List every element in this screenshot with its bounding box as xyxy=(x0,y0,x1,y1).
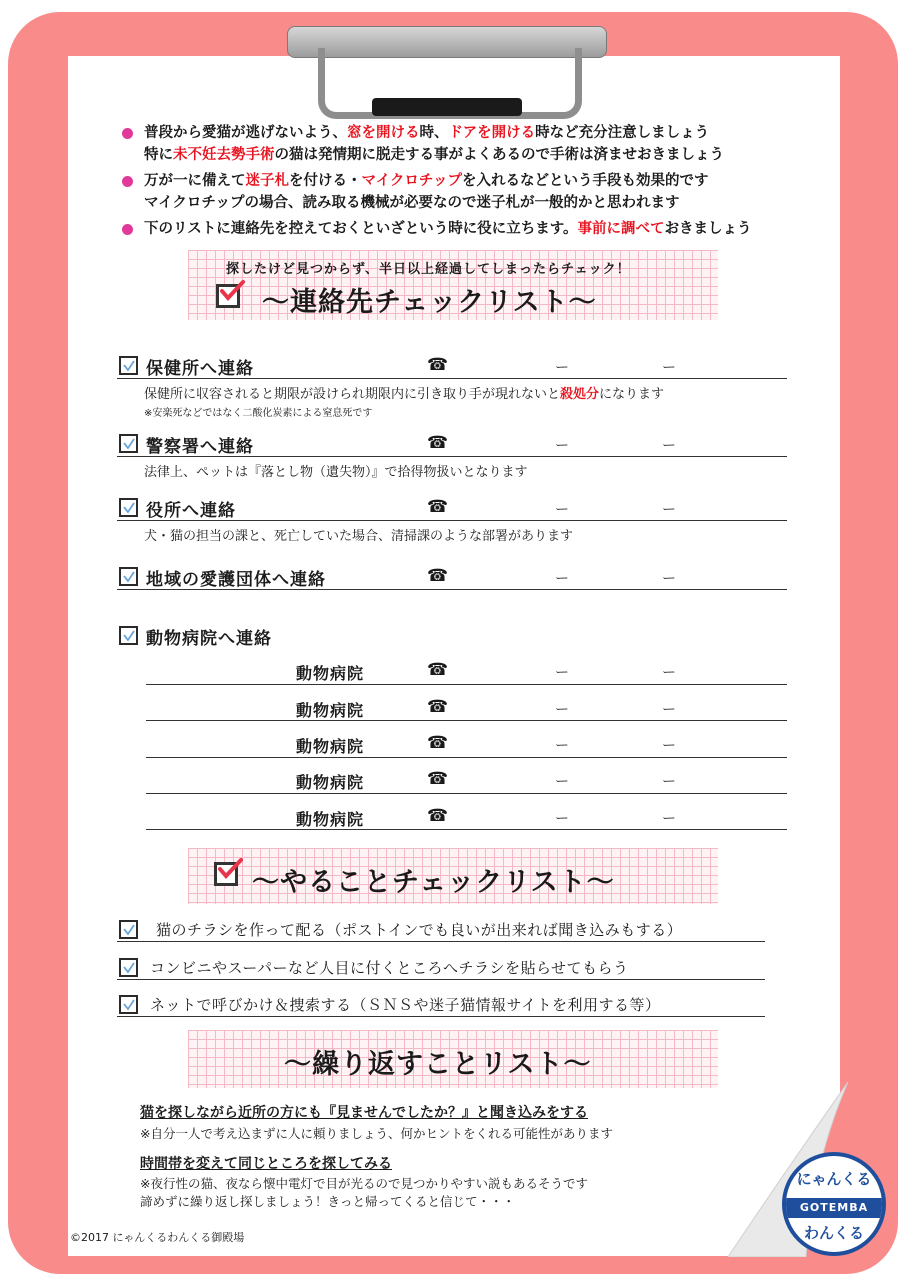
underline xyxy=(146,720,787,721)
vet-row-label: 動物病院 xyxy=(296,810,365,829)
text: 保健所に収容されると期限が設けられ期限内に引き取り手が現れないと xyxy=(144,387,561,402)
dash: ー xyxy=(555,738,569,754)
checkbox-icon[interactable] xyxy=(119,356,138,375)
text: になります xyxy=(599,387,665,402)
vet-row-label: 動物病院 xyxy=(296,737,365,756)
text: 万が一に備えて xyxy=(144,173,246,189)
text: 特に xyxy=(144,147,173,163)
underline xyxy=(146,793,787,794)
underline xyxy=(146,684,787,685)
checkbox-checked-icon xyxy=(216,284,240,308)
checkbox-checked-icon xyxy=(214,862,238,886)
dash: ー xyxy=(555,665,569,681)
clip-grip xyxy=(372,98,522,116)
dash: ー xyxy=(555,811,569,827)
bullet-dot xyxy=(122,224,133,235)
text: の猫は発情期に脱走する事がよくあるので手術は済ませおきましょう xyxy=(274,147,724,163)
phone-icon: ☎ xyxy=(427,769,449,789)
dash: ー xyxy=(662,438,676,454)
dash: ー xyxy=(662,502,676,518)
highlight: マイクロチップ xyxy=(361,173,462,189)
dash: ー xyxy=(555,438,569,454)
phone-icon: ☎ xyxy=(427,497,449,517)
text: 時、 xyxy=(419,125,449,141)
text: 時など充分注意しましょう xyxy=(535,125,710,141)
gotemba-logo xyxy=(782,1152,886,1256)
police-note: 法律上、ペットは『落とし物（遺失物）』で拾得物扱いとなります xyxy=(144,465,528,480)
underline xyxy=(117,520,787,521)
phone-icon: ☎ xyxy=(427,733,449,753)
underline xyxy=(146,829,787,830)
dash: ー xyxy=(662,811,676,827)
repeat-item-title: 時間帯を変えて同じところを探してみる xyxy=(140,1156,392,1172)
highlight: 迷子札 xyxy=(245,173,289,189)
health-center-label: 保健所へ連絡 xyxy=(146,359,254,379)
phone-icon: ☎ xyxy=(427,355,449,375)
bullet-dot xyxy=(122,128,133,139)
police-label: 警察署へ連絡 xyxy=(146,437,254,457)
underline xyxy=(117,378,787,379)
copyright: ©2017 にゃんくるわんくる御殿場 xyxy=(70,1231,245,1244)
dash: ー xyxy=(555,571,569,587)
dash: ー xyxy=(555,774,569,790)
todo-item: ネットで呼びかけ＆捜索する（ＳＮＳや迷子猫情報サイトを利用する等） xyxy=(150,996,661,1014)
health-note xyxy=(144,383,664,402)
logo-band: GOTEMBA xyxy=(786,1198,882,1218)
text: を入れるなどという手段も効果的です xyxy=(461,173,709,189)
logo-text-bottom: わんくる xyxy=(803,1224,864,1242)
bullet-dot xyxy=(122,176,133,187)
text: おきましょう xyxy=(664,221,752,237)
vet-label: 動物病院へ連絡 xyxy=(146,629,272,649)
repeat-item-title: 猫を探しながら近所の方にも『見ませんでしたか？』と聞き込みをする xyxy=(140,1105,588,1121)
dash: ー xyxy=(662,360,676,376)
highlight: ドアを開ける xyxy=(448,125,536,141)
logo-text-top: にゃんくる xyxy=(796,1170,872,1188)
underline xyxy=(146,757,787,758)
checkbox-icon[interactable] xyxy=(119,958,138,977)
vet-row-label: 動物病院 xyxy=(296,701,365,720)
vet-row-label: 動物病院 xyxy=(296,773,365,792)
health-note-2: ※安楽死などではなく二酸化炭素による窒息死です xyxy=(144,408,373,419)
highlight: 窓を開ける xyxy=(347,125,420,141)
repeat-item-note: ※夜行性の猫、夜なら懐中電灯で目が光るので見つかりやすい説もあるそうです xyxy=(140,1176,588,1191)
highlight: 事前に調べて xyxy=(577,221,665,237)
underline xyxy=(117,979,765,980)
todo-list-title: ～やることチェックリスト～ xyxy=(252,867,615,898)
text: 普段から愛猫が逃げないよう、 xyxy=(144,125,347,141)
phone-icon: ☎ xyxy=(427,660,449,680)
repeat-list-title: ～繰り返すことリスト～ xyxy=(284,1049,592,1080)
dash: ー xyxy=(555,702,569,718)
highlight: 未不妊去勢手術 xyxy=(173,147,275,163)
dash: ー xyxy=(662,774,676,790)
dash: ー xyxy=(662,665,676,681)
city-office-label: 役所へ連絡 xyxy=(146,501,236,521)
vet-row-label: 動物病院 xyxy=(296,664,365,683)
underline xyxy=(117,941,765,942)
phone-icon: ☎ xyxy=(427,566,449,586)
phone-icon: ☎ xyxy=(427,697,449,717)
banner-subtitle: 探したけど見つからず、半日以上経過してしまったらチェック！ xyxy=(226,262,631,277)
repeat-item-note: 諦めずに繰り返し探しましょう！きっと帰ってくると信じて・・・ xyxy=(140,1194,516,1209)
phone-icon: ☎ xyxy=(427,433,449,453)
repeat-item-note: ※自分一人で考え込まずに人に頼りましょう、何かヒントをくれる可能性があります xyxy=(140,1126,613,1141)
city-office-note: 犬・猫の担当の課と、死亡していた場合、清掃課のような部署があります xyxy=(144,529,574,544)
checkbox-icon[interactable] xyxy=(119,626,138,645)
text: 下のリストに連絡先を控えておくといざという時に役に立ちます。 xyxy=(144,221,578,237)
dash: ー xyxy=(662,571,676,587)
text: マイクロチップの場合、読み取る機械が必要なので迷子札が一般的かと思われます xyxy=(144,195,680,211)
checkbox-icon[interactable] xyxy=(119,995,138,1014)
contact-list-title: ～連絡先チェックリスト～ xyxy=(262,287,597,318)
dash: ー xyxy=(662,738,676,754)
checkbox-icon[interactable] xyxy=(119,434,138,453)
checkbox-icon[interactable] xyxy=(119,567,138,586)
todo-item: コンビニやスーパーなど人目に付くところへチラシを貼らせてもらう xyxy=(150,959,629,977)
text: を付ける・ xyxy=(289,173,362,189)
checkbox-icon[interactable] xyxy=(119,498,138,517)
dash: ー xyxy=(662,702,676,718)
phone-icon: ☎ xyxy=(427,806,449,826)
dash: ー xyxy=(555,502,569,518)
checkbox-icon[interactable] xyxy=(119,920,138,939)
underline xyxy=(117,456,787,457)
highlight: 殺処分 xyxy=(560,387,600,402)
dash: ー xyxy=(555,360,569,376)
underline xyxy=(117,589,787,590)
todo-item: 猫のチラシを作って配る（ポストインでも良いが出来れば聞き込みもする） xyxy=(156,921,683,939)
rescue-group-label: 地域の愛護団体へ連絡 xyxy=(146,570,326,590)
underline xyxy=(117,1016,765,1017)
